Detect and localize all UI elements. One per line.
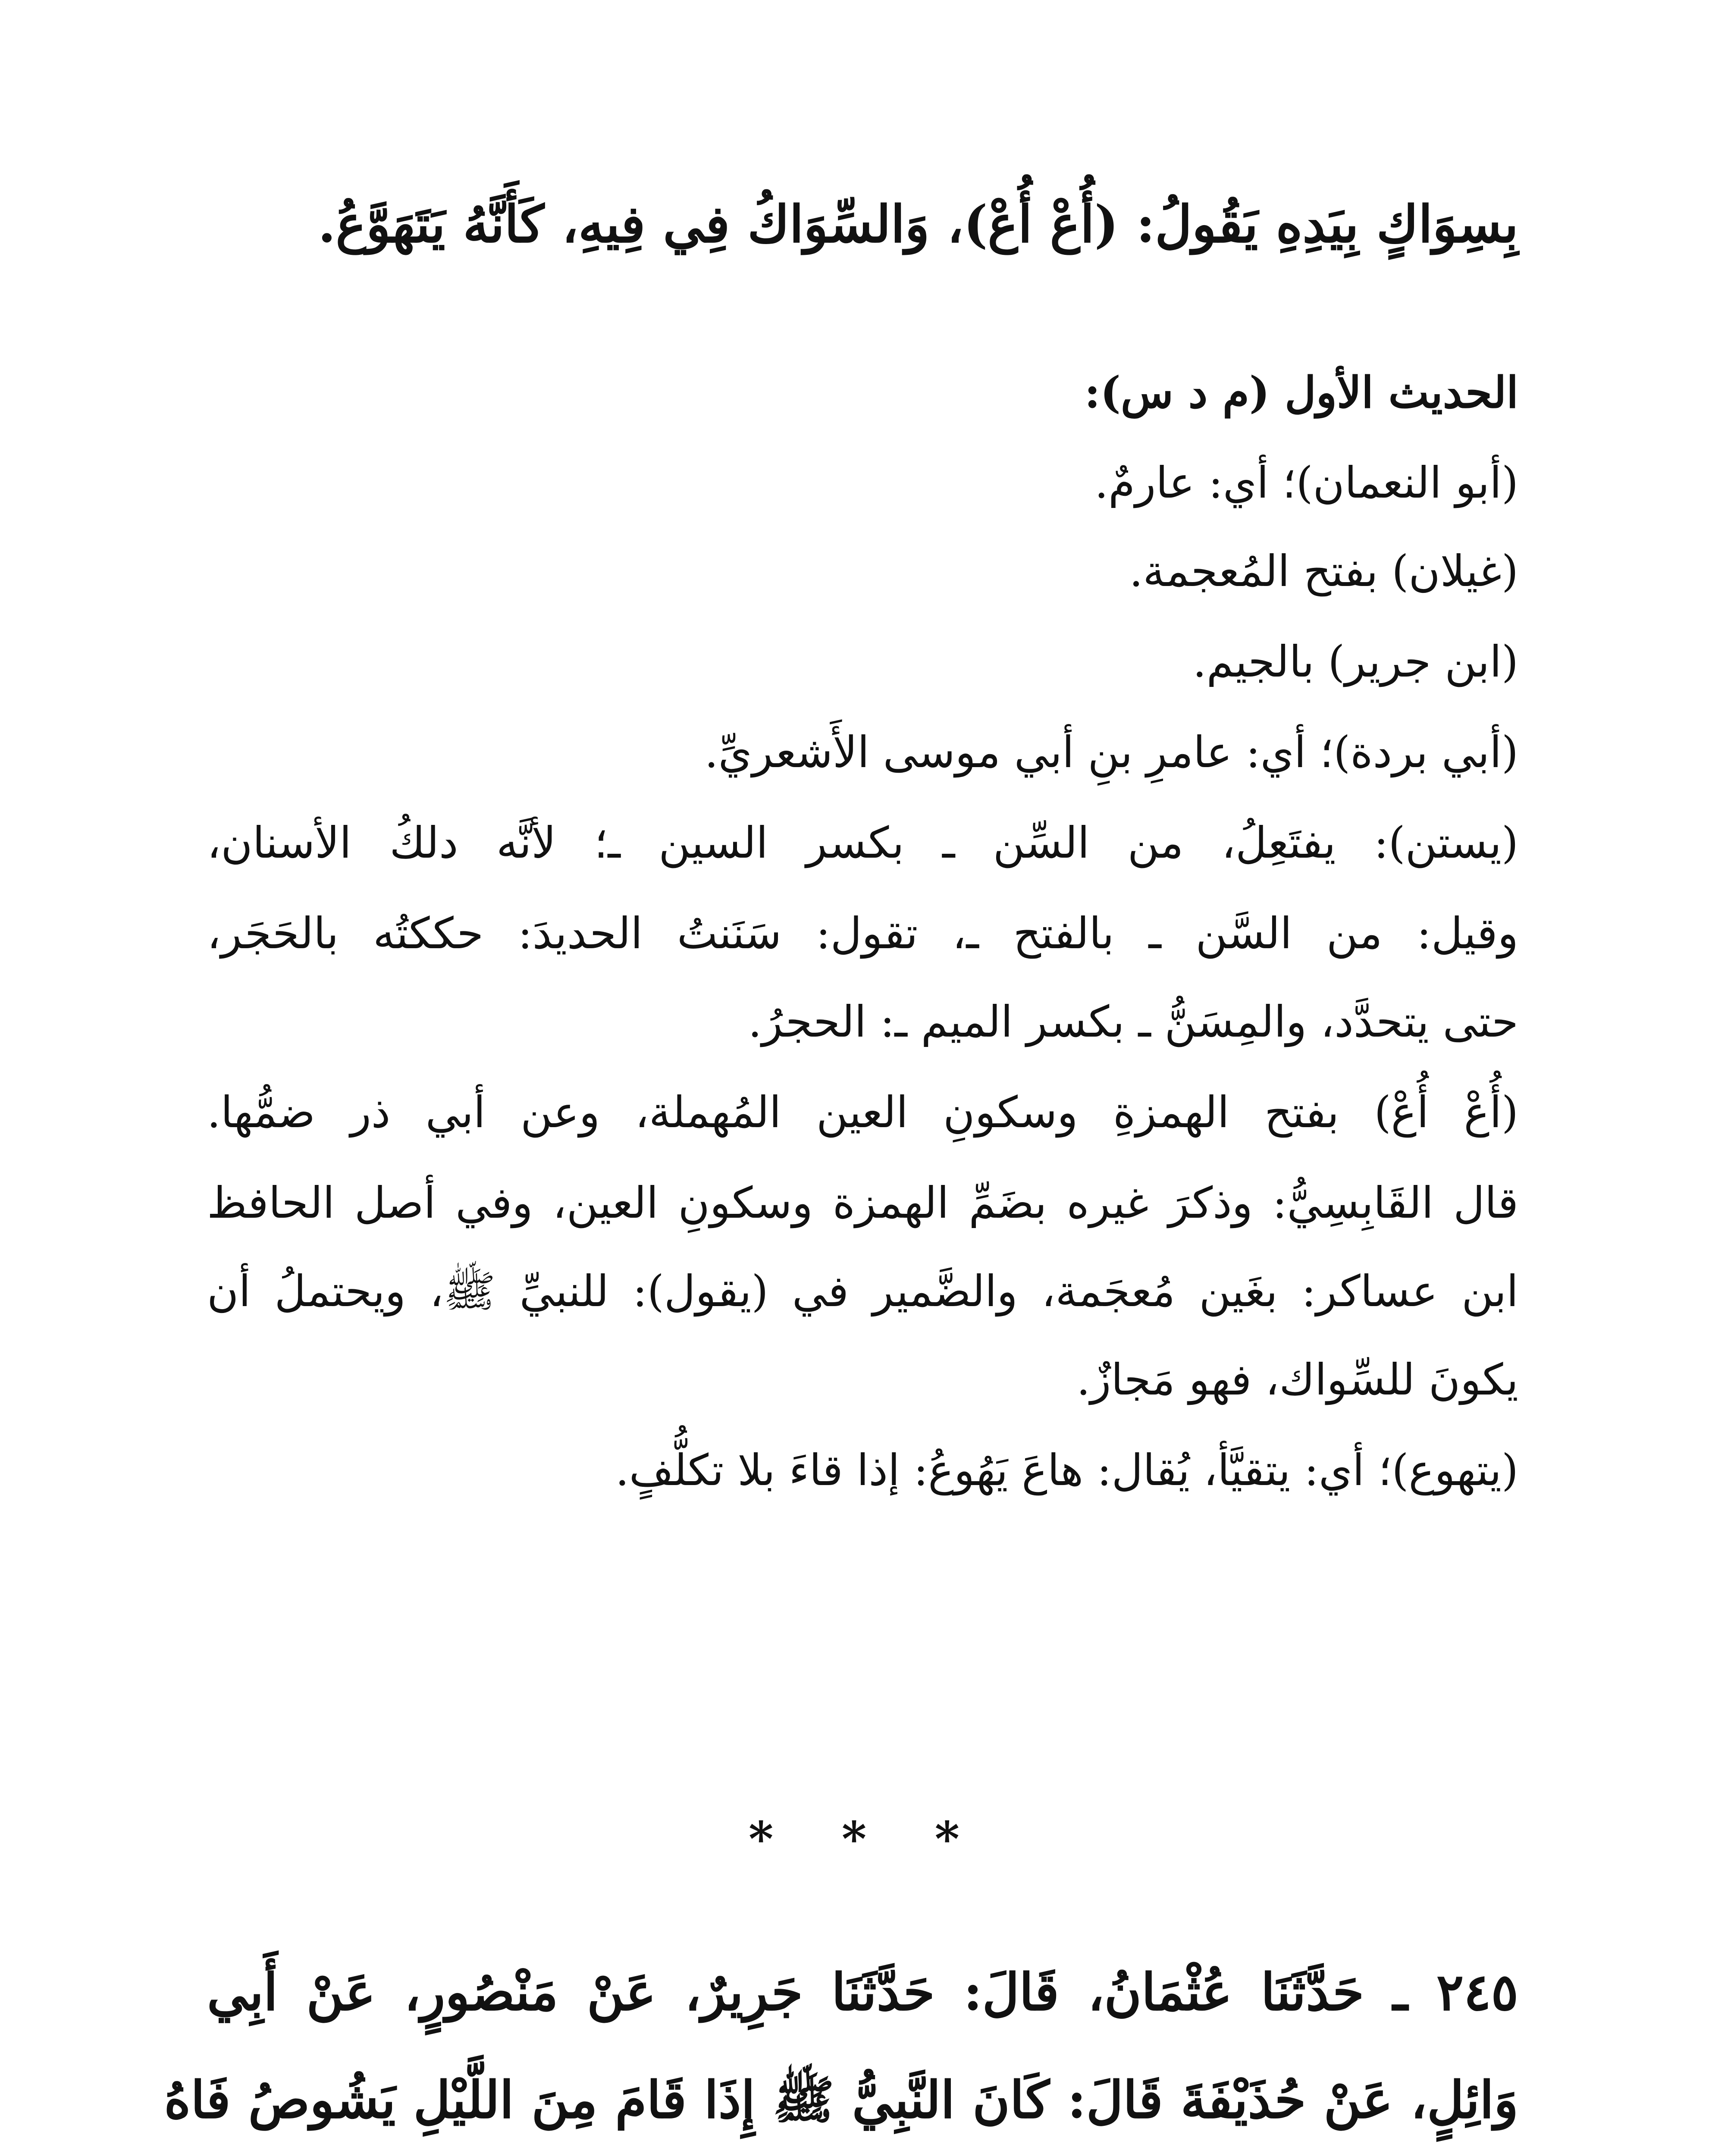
note-u-u-line-3: ابن عساكر: بغَين مُعجَمة، والضَّمير في (يقول): للنبيِّ ﷺ، ويحتملُ أن — [207, 1266, 1518, 1316]
note-ghaylan: (غيلان) بفتح المُعجمة. — [1129, 546, 1518, 596]
note-u-u-line-1: (أُعْ أُعْ) بفتح الهمزةِ وسكونِ العين المُهملة، وعن أبي ذر ضمُّها. — [207, 1087, 1518, 1138]
note-yatahawwa: (يتهوع)؛ أي: يتقيَّأ، يُقال: هاعَ يَهُوعُ: إذا قاءَ بلا تكلُّفٍ. — [615, 1445, 1518, 1495]
note-u-u-line-4: يكونَ للسِّواك، فهو مَجازٌ. — [1076, 1354, 1518, 1405]
hadith-245-line-1: ٢٤٥ ـ حَدَّثَنَا عُثْمَانُ، قَالَ: حَدَّثَنَا جَرِيرٌ، عَنْ مَنْصُورٍ، عَنْ أَبِي — [207, 1962, 1518, 2022]
note-ibn-jarir: (ابن جرير) بالجيم. — [1192, 636, 1518, 687]
note-yastan-line-3: حتى يتحدَّد، والمِسَنُّ ـ بكسر الميم ـ: الحجرُ. — [748, 997, 1518, 1047]
note-abi-burda: (أبي بردة)؛ أي: عامرِ بنِ أبي موسى الأَشعريِّ. — [704, 727, 1518, 777]
section-heading: الحديث الأول (م د س): — [1084, 367, 1518, 418]
note-u-u-line-2: قال القَابِسِيُّ: وذكرَ غيره بضَمِّ الهمزة وسكونِ العين، وفي أصل الحافظ — [207, 1178, 1518, 1228]
hadith-245-line-2: وَائِلٍ، عَنْ حُذَيْفَةَ قَالَ: كَانَ النَّبِيُّ ﷺ إِذَا قَامَ مِنَ اللَّيْلِ يَشُوصُ فَاهُ — [164, 2070, 1518, 2130]
note-abu-alnuman: (أبو النعمان)؛ أي: عارمٌ. — [1094, 458, 1518, 508]
hadith-continuation-line: بِسِوَاكٍ بِيَدِهِ يَقُولُ: (أُعْ أُعْ)، وَالسِّوَاكُ فِي فِيهِ، كَأَنَّهُ يَتَهَوَّعُ. — [318, 194, 1518, 254]
note-yastan-line-2: وقيل: من السَّن ـ بالفتح ـ، تقول: سَنَنتُ الحديدَ: حككتُه بالحَجَر، — [207, 908, 1518, 959]
note-yastan-line-1: (يستن): يفتَعِلُ، من السِّن ـ بكسر السين ـ؛ لأنَّه دلكُ الأسنان، — [207, 818, 1518, 868]
section-separator: * * * — [748, 1811, 986, 1867]
